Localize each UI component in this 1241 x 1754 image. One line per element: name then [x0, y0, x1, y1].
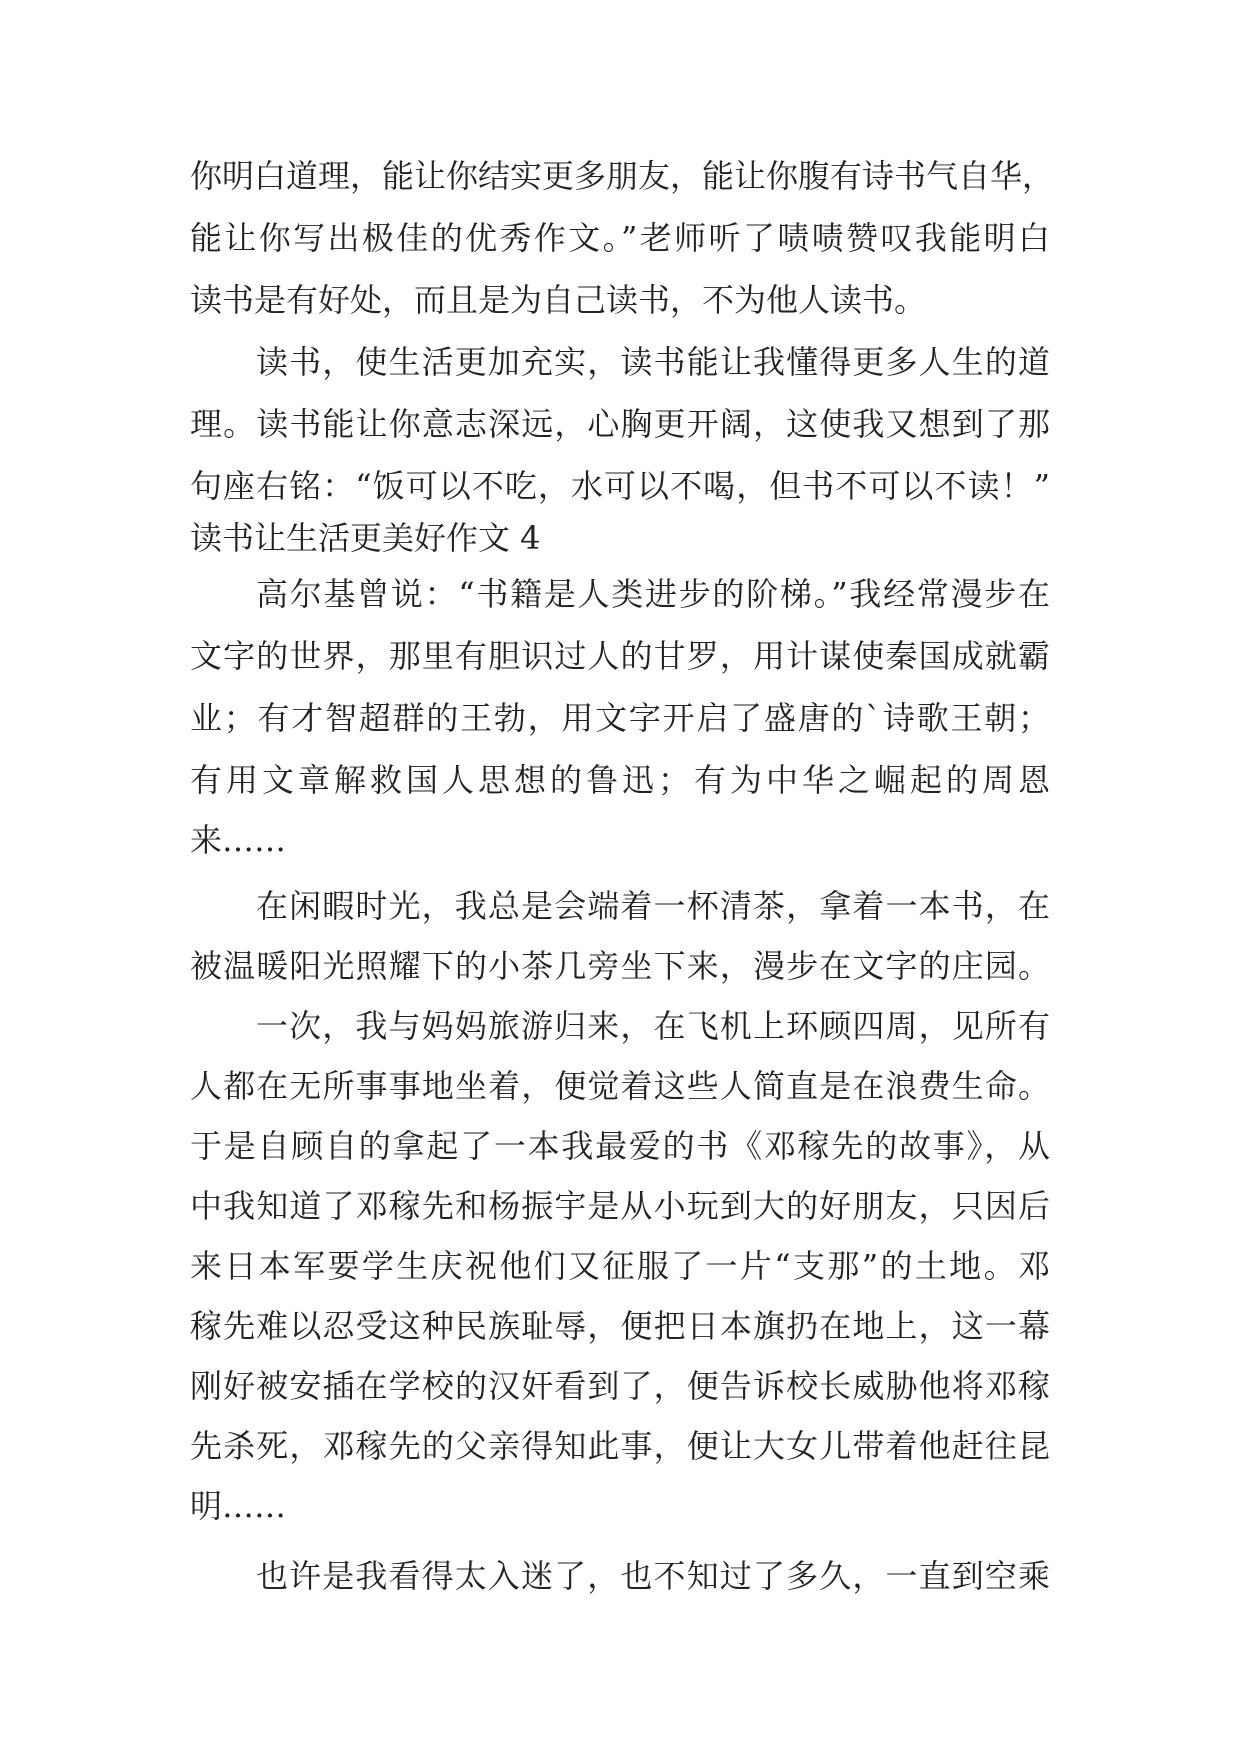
text-line: 刚好被安插在学校的汉奸看到了，便告诉校长威胁他将邓稼: [190, 1367, 1050, 1405]
text-line: 能让你写出极佳的优秀作文。”老师听了啧啧赞叹我能明白: [190, 219, 1050, 257]
text-line: 明……: [190, 1487, 287, 1525]
text-line: 被温暖阳光照耀下的小茶几旁坐下来，漫步在文字的庄园。: [190, 947, 1050, 985]
text-line: 文字的世界，那里有胆识过人的甘罗，用计谋使秦国成就霸: [190, 637, 1050, 675]
text-line: 人都在无所事事地坐着，便觉着这些人简直是在浪费生命。: [190, 1067, 1050, 1105]
text-line: 有用文章解救国人思想的鲁迅；有为中华之崛起的周恩: [190, 761, 1050, 799]
text-line: 稼先难以忍受这种民族耻辱，便把日本旗扔在地上，这一幕: [190, 1307, 1050, 1345]
paragraph-first-line: 高尔基曾说：“书籍是人类进步的阶梯。”我经常漫步在: [256, 575, 1050, 613]
paragraph-first-line: 也许是我看得太入迷了，也不知过了多久，一直到空乘: [256, 1557, 1050, 1595]
text-line: 先杀死，邓稼先的父亲得知此事，便让大女儿带着他赶往昆: [190, 1427, 1050, 1465]
text-line: 理。读书能让你意志深远，心胸更开阔，这使我又想到了那: [190, 405, 1050, 443]
paragraph-first-line: 在闲暇时光，我总是会端着一杯清茶，拿着一本书，在: [256, 887, 1050, 925]
section-heading: 读书让生活更美好作文 4: [190, 519, 541, 557]
text-line: 句座右铭：“饭可以不吃，水可以不喝，但书不可以不读！”: [190, 467, 1050, 505]
text-line: 业；有才智超群的王勃，用文字开启了盛唐的`诗歌王朝；: [190, 699, 1050, 737]
text-line: 来日本军要学生庆祝他们又征服了一片“支那”的土地。邓: [190, 1247, 1050, 1285]
text-line: 于是自顾自的拿起了一本我最爱的书《邓稼先的故事》，从: [190, 1127, 1050, 1165]
text-line: 来……: [190, 821, 287, 859]
text-line: 中我知道了邓稼先和杨振宇是从小玩到大的好朋友，只因后: [190, 1187, 1050, 1225]
text-line: 你明白道理，能让你结实更多朋友，能让你腹有诗书气自华，: [190, 157, 1055, 195]
paragraph-first-line: 一次，我与妈妈旅游归来，在飞机上环顾四周，见所有: [256, 1007, 1050, 1045]
paragraph-first-line: 读书，使生活更加充实，读书能让我懂得更多人生的道: [256, 343, 1050, 381]
text-line: 读书是有好处，而且是为自己读书，不为他人读书。: [190, 281, 927, 319]
